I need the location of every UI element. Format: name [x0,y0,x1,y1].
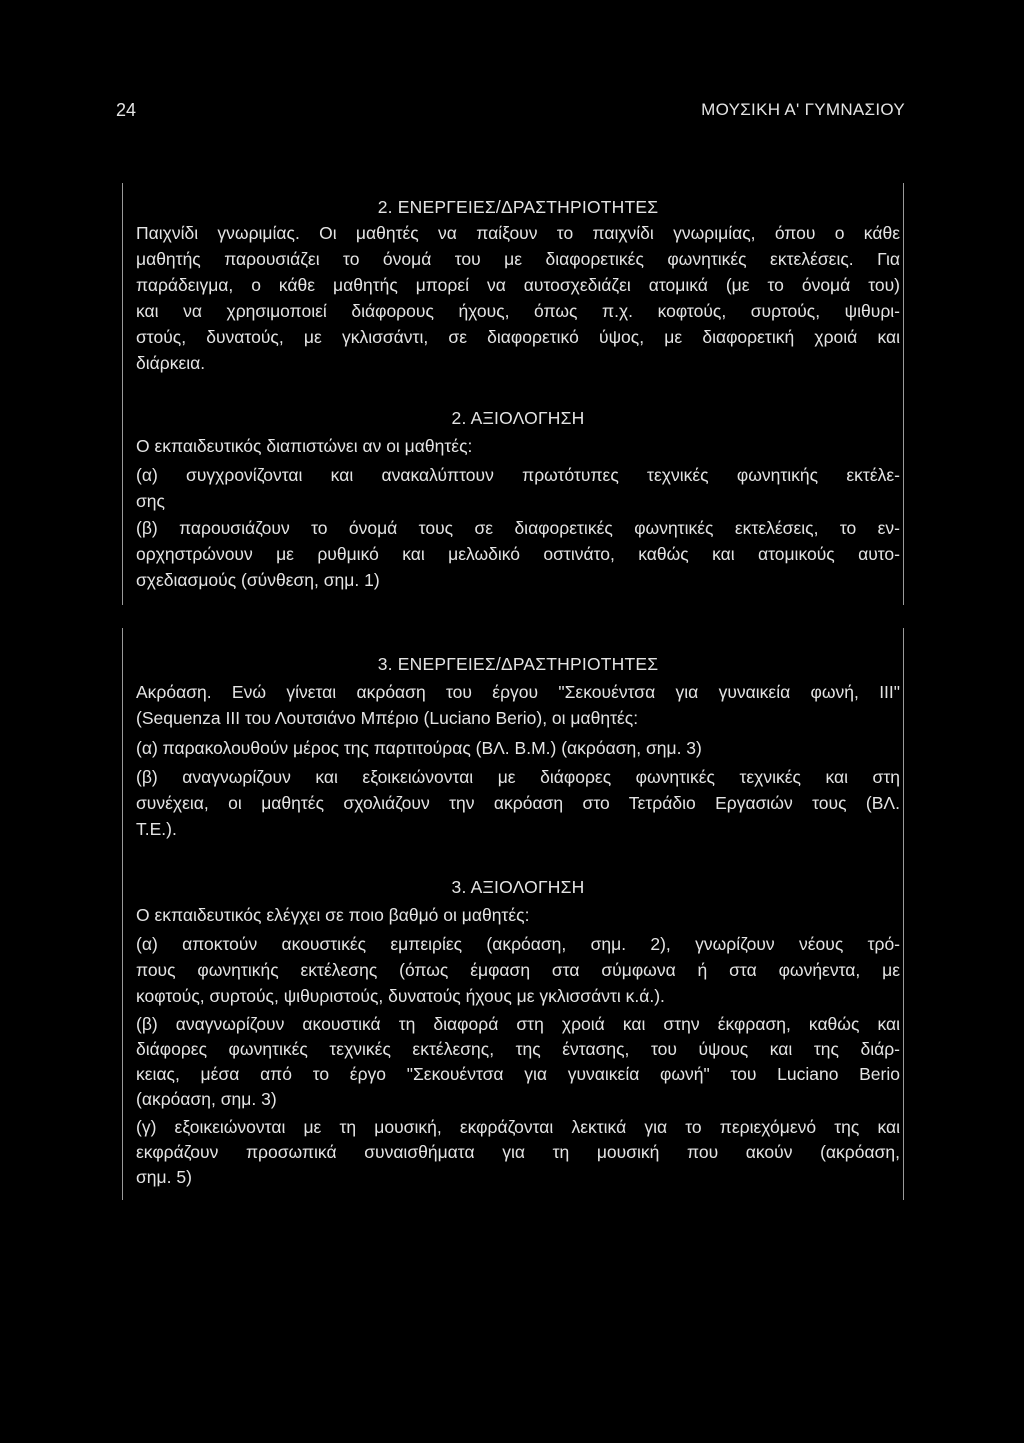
item-text-line: σης [136,491,165,511]
item-text-line: (α) παρακολουθούν μέρος της παρτιτούρας (ΒΛ. Β.Μ.) (ακρόαση, σημ. 3) [136,738,702,758]
eval-text-line: εκφράζουν προσωπικά συναισθήματα για τη μουσική που ακούν (ακρόαση, [136,1142,900,1162]
section-2-eval-c [136,1115,900,1190]
section-2-activities [136,651,900,677]
eval-text-line: κοφτούς, συρτούς, ψιθυριστούς, δυνατούς ήχους με γκλισσάντι κ.ά.). [136,986,665,1006]
page-number: 24 [116,100,137,120]
section-2-item-a [136,735,900,761]
item-text-line: συνέχεια, οι μαθητές σχολιάζουν την ακρόαση στο Τετράδιο Εργασιών τους (ΒΛ. [136,793,900,813]
activity-text-line: στούς, δυνατούς, με γκλισσάντι, σε διαφορετικό ύψος, με διαφορετική χροιά και [136,327,900,347]
section-2-assessment [136,874,900,900]
activity-text-line: παράδειγμα, ο κάθε μαθητής μπορεί να αυτοσχεδιάζει ατομικά (με το όνομά του) [136,275,900,295]
activity-text-line: (Sequenza III του Λουτσιάνο Μπέριο (Luciano Berio), οι μαθητές: [136,708,639,728]
item-text-line: ορχηστρώνουν με ρυθμικό και μελωδικό οστινάτο, καθώς και ατομικούς αυτο- [136,544,900,564]
eval-text-line: σημ. 5) [136,1167,192,1187]
assessment-heading: 3. ΑΞΙΟΛΟΓΗΣΗ [451,877,585,897]
section-1-activities [136,194,900,220]
assessment-intro: Ο εκπαιδευτικός διαπιστώνει αν οι μαθητές: [136,436,473,456]
running-title: ΜΟΥΣΙΚΗ Α' ΓΥΜΝΑΣΙΟΥ [701,100,905,119]
item-text-line: (α) συγχρονίζονται και ανακαλύπτουν πρωτότυπες τεχνικές φωνητικής εκτέλε- [136,465,900,485]
item-text-line: Τ.Ε.). [136,819,177,839]
section-1-assessment [136,405,900,431]
section-2-eval-b [136,1012,900,1112]
section-2-item-b [136,764,900,842]
section-2-eval-a [136,931,900,1009]
item-text-line: σχεδιασμούς (σύνθεση, σημ. 1) [136,570,380,590]
activity-text-line: διάρκεια. [136,353,206,373]
activity-text-line: μαθητής παρουσιάζει το όνομά του με διαφορετικές φωνητικές εκτελέσεις. Για [136,249,900,269]
section-1-item-a [136,462,900,514]
item-text-line: (β) αναγνωρίζουν και εξοικειώνονται με διάφορες φωνητικές τεχνικές και στη [136,767,900,787]
eval-text-line: (α) αποκτούν ακουστικές εμπειρίες (ακρόαση, σημ. 2), γνωρίζουν νέους τρό- [136,934,900,954]
activity-text-line: Παιχνίδι γνωριμίας. Οι μαθητές να παίξουν το παιχνίδι γνωριμίας, όπου ο κάθε [136,223,900,243]
item-text-line: (β) παρουσιάζουν το όνομά τους σε διαφορετικές φωνητικές εκτελέσεις, το εν- [136,518,900,538]
section-2-activity-paragraph [136,679,900,731]
eval-text-line: πους φωνητικής εκτέλεσης (όπως έμφαση στα σύμφωνα ή στα φωνήεντα, με [136,960,900,980]
eval-text-line: διάφορες φωνητικές τεχνικές εκτέλεσης, της έντασης, του ύψους και της διάρ- [136,1039,900,1059]
eval-text-line: (ακρόαση, σημ. 3) [136,1089,277,1109]
section-1-activity-paragraph [136,220,900,376]
activity-text-line: Ακρόαση. Ενώ γίνεται ακρόαση του έργου "Σεκουέντσα για γυναικεία φωνή, ΙΙΙ" [136,682,900,702]
section-1-assessment-intro [136,433,900,459]
section-2-assessment-intro [136,902,900,928]
assessment-intro: Ο εκπαιδευτικός ελέγχει σε ποιο βαθμό οι μαθητές: [136,905,530,925]
eval-text-line: κειας, μέσα από το έργο "Σεκουέντσα για γυναικεία φωνή" του Luciano Berio [136,1064,900,1084]
activities-heading: 2. ΕΝΕΡΓΕΙΕΣ/ΔΡΑΣΤΗΡΙΟΤΗΤΕΣ [377,197,659,217]
activities-heading: 3. ΕΝΕΡΓΕΙΕΣ/ΔΡΑΣΤΗΡΙΟΤΗΤΕΣ [377,654,659,674]
assessment-heading: 2. ΑΞΙΟΛΟΓΗΣΗ [451,408,585,428]
eval-text-line: (γ) εξοικειώνονται με τη μουσική, εκφράζονται λεκτικά για το περιεχόμενό της και [136,1117,900,1137]
section-1-item-b [136,515,900,593]
activity-text-line: και να χρησιμοποιεί διάφορους ήχους, όπως π.χ. κοφτούς, συρτούς, ψιθυρι- [136,301,900,321]
eval-text-line: (β) αναγνωρίζουν ακουστικά τη διαφορά στη χροιά και στην έκφραση, καθώς και [136,1014,900,1034]
